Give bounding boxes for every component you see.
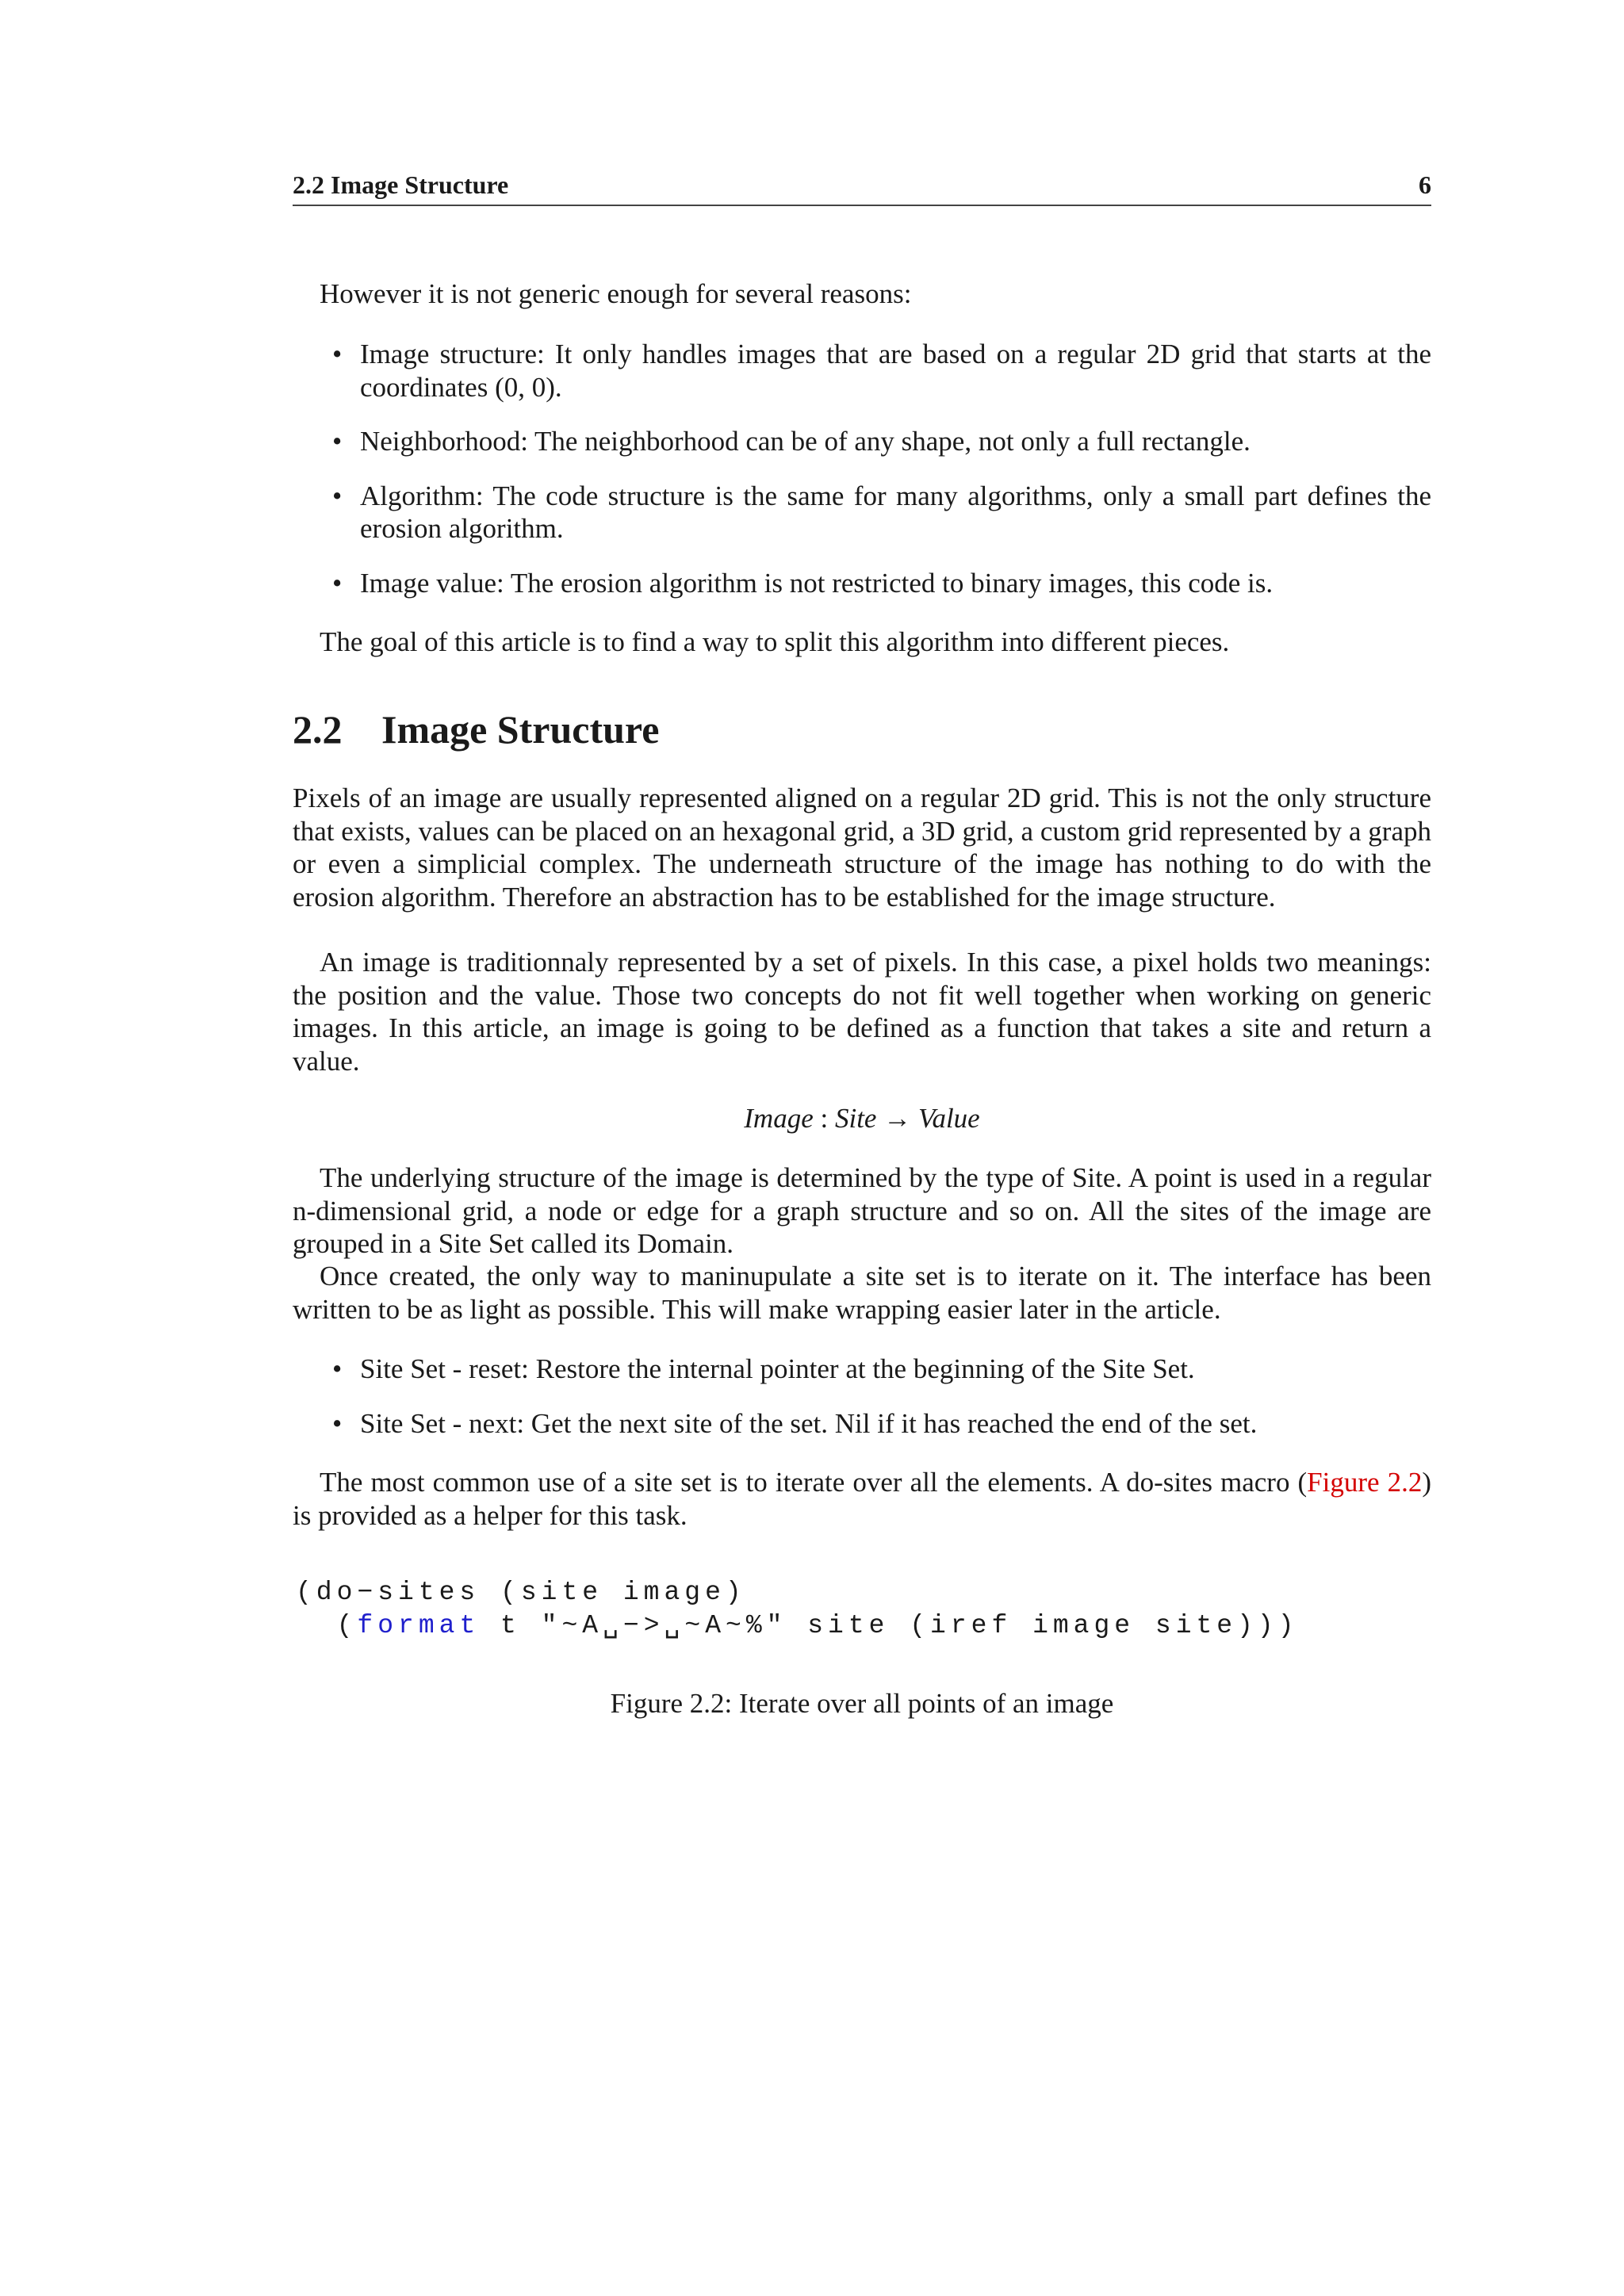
list-item-text: Site Set - reset: Restore the internal pointer at the beginning of the Site Set. [360, 1353, 1195, 1384]
figure-caption: Figure 2.2: Iterate over all points of an image [610, 1688, 1114, 1719]
bullet-icon: • [332, 480, 343, 511]
figure-reference-link[interactable]: Figure 2.2 [1307, 1467, 1423, 1498]
list-item [293, 480, 1431, 545]
section-heading [293, 706, 659, 753]
bullet-icon: • [332, 426, 343, 457]
running-header-section: 2.2 Image Structure [293, 170, 509, 199]
bullet-icon: • [332, 339, 343, 369]
list-item [293, 338, 1431, 404]
code-line: (do−sites (site image) [296, 1578, 746, 1607]
document-page [293, 0, 1431, 2296]
list-item-text: Image structure: It only handles images that are based on a regular 2D grid that starts at the coordinates (0, 0). [360, 339, 1431, 403]
intro-lead: However it is not generic enough for several reasons: [320, 278, 912, 309]
list-item [293, 1407, 1431, 1441]
list-item [293, 425, 1431, 458]
list-item [293, 1353, 1431, 1386]
bullet-icon: • [332, 567, 343, 599]
list-item-text: Neighborhood: The neighborhood can be of any shape, not only a full rectangle. [360, 426, 1251, 457]
list-item [293, 567, 1431, 600]
formula-colon: : [813, 1103, 835, 1134]
section-paragraph-5 [293, 1466, 1431, 1532]
formula-arrow: → [876, 1103, 918, 1134]
formula-mid: Site [834, 1103, 877, 1134]
list-item-text: Site Set - next: Get the next site of the set. Nil if it has reached the end of the set. [360, 1407, 1258, 1439]
bullet-icon: • [332, 1407, 343, 1439]
section-title: Image Structure [381, 707, 660, 752]
formula-lhs: Image [744, 1103, 814, 1134]
list-item-text: Image value: The erosion algorithm is not restricted to binary images, this code is. [360, 567, 1274, 599]
running-header [293, 170, 1431, 206]
code-line-indent: ( [296, 1611, 358, 1640]
bullet-icon: • [332, 1353, 343, 1384]
intro-goal: The goal of this article is to find a way to split this algorithm into different pieces. [320, 626, 1230, 657]
list-item-text: Algorithm: The code structure is the same for many algorithms, only a small part defines the erosion algorithm. [360, 480, 1431, 544]
page-number: 6 [1419, 170, 1431, 199]
section-number: 2.2 [293, 707, 343, 752]
reasons-list [293, 338, 1431, 621]
interface-list [293, 1353, 1431, 1461]
section-paragraph-3: The underlying structure of the image is determined by the type of Site. A point is used in a regular n-dimensional grid, a node or edge for a graph structure and so on. All the sites of the image are grouped in a Site Set called its Domain. [293, 1162, 1431, 1259]
code-line-rest: t "~A␣−>␣~A~%" site (iref image site))) [480, 1611, 1299, 1640]
paragraph-text: The most common use of a site set is to iterate over all the elements. A do-sites macro ( [320, 1467, 1308, 1498]
code-keyword: format [357, 1611, 481, 1640]
code-listing [296, 1576, 1299, 1643]
image-formula [293, 1102, 1431, 1135]
section-paragraph-4: Once created, the only way to maninupulate a site set is to iterate on it. The interface has been written to be as light as possible. This will make wrapping easier later in the article. [293, 1261, 1431, 1325]
formula-rhs: Value [917, 1103, 980, 1134]
section-paragraph-1: Pixels of an image are usually represented aligned on a regular 2D grid. This is not the only structure that exists, values can be placed on an hexagonal grid, a 3D grid, a custom grid represented by a graph or even a simplicial complex. The underneath structure of the image has nothing to do with the erosion algorithm. Therefore an abstraction has to be established for the image structure. [293, 783, 1431, 913]
paragraph-text: ) is provided as a helper for this task. [293, 1467, 1431, 1531]
section-paragraph-2: An image is traditionnaly represented by a set of pixels. In this case, a pixel holds two meanings: the position and the value. Those two concepts do not fit well together when working on generic images. In this article, an image is going to be defined as a function that takes a site and return a value. [293, 947, 1431, 1077]
